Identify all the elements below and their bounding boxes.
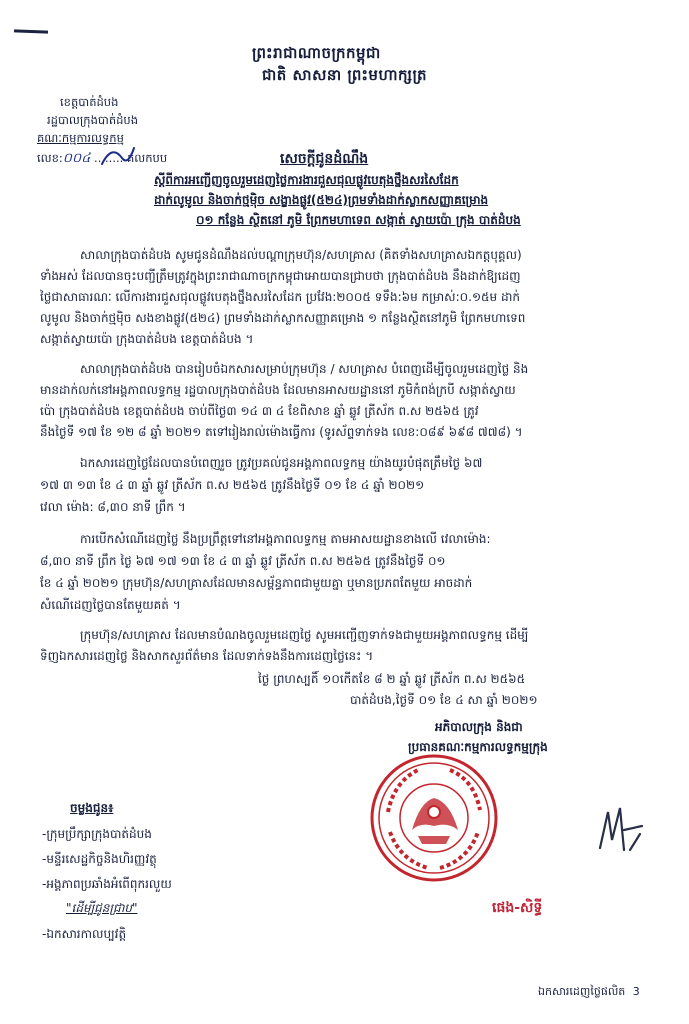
recipient-archive: -ឯកសារកាលប្បវត្តិ: [42, 927, 127, 941]
para5-line-1: ក្រុមហ៊ុន/សហគ្រាស ដែលមានបំណងចូលរួមដេញថ្លៃ សូមអញ្ជើញទាក់ទងជាមួយអង្គភាពលទ្ធកម្ម ដើម្បី: [80, 628, 529, 642]
recipient-item-2: -មន្ទីរសេដ្ឋកិច្ចនិងហិរញ្ញវត្ថុ: [42, 852, 157, 866]
recipients-info-label: "ដើម្បីជូនជ្រាប": [66, 901, 138, 915]
para2-line-1: សាលាក្រុងបាត់ដំបង បានរៀបចំឯកសារសម្រាប់ក្រុមហ៊ុន / សហគ្រាស បំពេញដើម្បីចូលរួមដេញថ្លៃ និង: [80, 362, 529, 376]
issuer-administration: រដ្ឋបាលក្រុងបាត់ដំបង: [47, 113, 139, 127]
official-seal-stamp: [368, 752, 500, 884]
para1-line-5: សង្កាត់ស្វាយប៉ោ ក្រុងបាត់ដំបង ខេត្តបាត់ដំបង ។: [40, 332, 254, 346]
para2-line-2: មានដាក់លក់នៅអង្គភាពលទ្ធកម្ម រដ្ឋបាលក្រុងបាត់ដំបង ដែលមានអាសយដ្ឋាននៅ ភូមិកំពង់ក្របី សង្កាត់ស្វាយ: [40, 383, 516, 397]
para3-line-1: ឯកសារដេញថ្លៃដែលបានបំពេញរួច ត្រូវប្រគល់ជូនអង្គភាពលទ្ធកម្ម យ៉ាងយូរបំផុតត្រឹមថ្ងៃ ៦៧: [80, 456, 483, 470]
para5-line-2: ទិញឯកសារដេញថ្លៃ និងសាកសួរព័ត៌មាន ដែលទាក់ទងនឹងការដេញថ្លៃនេះ ។: [40, 649, 374, 663]
motto-heading: ជាតិ សាសនា ព្រះមហាក្សត្រ: [262, 66, 427, 84]
handwritten-initial: [98, 140, 138, 170]
para1-line-3: ថ្លៃជាសាធារណៈ លើការងារជួសជុលផ្លូវបេតុងថ្នឹងសរសៃដែក ប្រវែង:២០០៥ ទទឹង:៦ម កម្រាស់:០.១៥ម ដាក់: [40, 290, 521, 304]
issuer-committee: គណៈកម្មការលទ្ធកម្ម: [37, 131, 124, 145]
signer-role-2: ប្រធានគណៈកម្មការលទ្ធកម្មក្រុង: [408, 740, 548, 754]
page-footer: [538, 985, 640, 1001]
subject-line-1: ស្តីពីការអញ្ជើញចូលរួមដេញថ្លៃការងារជួសជុលផ្លូវបេតុងថ្នឹងសរសៃដែក: [154, 173, 459, 187]
subject-line-2: ដាក់លូមូល និងចាក់ថ្មម៉ិច សង្ខាងផ្លូវ(៥២៤)ព្រមទាំងដាក់ស្លាកសញ្ញាគម្រោង: [154, 193, 489, 207]
para1-line-2: ទាំងអស់ ដែលបានចុះបញ្ជីត្រឹមត្រូវក្នុងព្រះរាជាណាចក្រកម្ពុជាអោយបានជ្រាបថា ក្រុងបាត់ដំបង នឹងដាក់ឱ្យដេញ: [40, 269, 521, 283]
kingdom-heading: ព្រះរាជាណាចក្រកម្ពុជា: [252, 44, 381, 62]
page-number: 3: [632, 985, 640, 998]
para4-line-4: សំណើដេញថ្លៃបានតែមួយគត់ ។: [40, 598, 181, 612]
reference-dots: ........: [90, 151, 127, 165]
issuer-province: ខេត្តបាត់ដំបង: [60, 95, 119, 109]
para4-line-3: ខែ ៤ ឆ្នាំ ២០២១ ក្រុមហ៊ុន/សហគ្រាសដែលមានសម្ព័ន្ធភាពជាមួយគ្នា ឬមានប្រភពតែមួយ អាចដាក់: [40, 576, 473, 590]
para2-line-4: នឹងថ្ងៃទី ១៧ ខែ ១២ ៨ ឆ្នាំ ២០២១ តទៅរៀងរាល់ម៉ោងធ្វើការ (ទូរស័ព្ទទាក់ទង លេខ:០៨៩ ៦៩៨ ៧៧៨) ។: [40, 425, 523, 439]
para1-line-4: លូមូល និងចាក់ថ្មម៉ិច សងខាងផ្លូវ(៥២៤) ព្រមទាំងដាក់ស្លាកសញ្ញាគម្រោង ១ កន្លែងស្ថិតនៅភូមិ ព្រែកមហាទេព: [40, 311, 526, 325]
document-title: សេចក្តីជូនដំណឹង: [280, 151, 369, 167]
para4-line-2: ៨,៣០ នាទី ព្រឹក ថ្ងៃ ៦៧ ១៧ ១៣ ខែ ៤ ៣ ឆ្នាំ ឆ្លូវ ត្រីស័ក ព.ស ២៥៦៥ ត្រូវនឹងថ្ងៃទី ០១: [40, 554, 446, 568]
reference-value: ០០៤: [62, 151, 91, 166]
corner-mark: [14, 29, 48, 33]
reference-label: លេខ:: [37, 151, 63, 165]
date-lunar: ថ្ងៃ ព្រហស្បតិ៍ ១០កើតខែ ៨ ២ ឆ្នាំ ឆ្លូវ ត្រីស័ក ព.ស ២៥៦៥: [258, 672, 526, 686]
para3-line-3: វេលា ម៉ោង: ៨,៣០ នាទី ព្រឹក ។: [40, 500, 186, 514]
recipients-heading: ចម្លងជូន៖: [70, 801, 114, 815]
subject-line-3: ០១ កន្លែង ស្ថិតនៅ ភូមិ ព្រែកមហាទេព សង្កាត់ ស្វាយប៉ោ ក្រុង បាត់ដំបង: [196, 213, 521, 227]
signature: [590, 800, 650, 860]
signer-role-1: អភិបាលក្រុង និងជា: [435, 720, 523, 734]
para4-line-1: ការបើកសំណើដេញថ្លៃ នឹងប្រព្រឹត្តទៅនៅអង្គភាពលទ្ធកម្ម តាមអាសយដ្ឋានខាងលើ វេលាម៉ោង:: [80, 532, 491, 546]
para2-line-3: ប៉ោ ក្រុងបាត់ដំបង ខេត្តបាត់ដំបង ចាប់ពីថ្ងៃ៣ ១៤ ៣ ៤ ខែពិសាខ ឆ្នាំ ឆ្លូវ ត្រីស័ក ព.ស ២៥៦៥ ត្រូវ: [40, 404, 479, 418]
reference-suffix: គលកបប: [126, 151, 168, 165]
recipient-item-3: -អង្គភាពប្រឆាំងអំពើពុករលួយ: [42, 877, 172, 891]
para3-line-2: ១៧ ៣ ១៣ ខែ ៤ ៣ ឆ្នាំ ឆ្លូវ ត្រីស័ក ព.ស ២៥៦៥ ត្រូវនឹងថ្ងៃទី ០១ ខែ ៤ ឆ្នាំ ២០២១: [40, 478, 425, 492]
recipient-item-1: -ក្រុមប្រឹក្សាក្រុងបាត់ដំបង: [42, 827, 152, 841]
signer-name: ផេង-សិទ្ធី: [492, 900, 543, 916]
date-solar: បាត់ដំបង,ថ្ងៃទី ០១ ខែ ៤ សា ឆ្នាំ ២០២១: [350, 693, 538, 707]
footer-label: ឯកសារដេញថ្លៃផលិត: [538, 985, 626, 998]
para1-line-1: សាលាក្រុងបាត់ដំបង សូមជូនដំណឹងដល់បណ្តាក្រុមហ៊ុន/សហគ្រាស (គិតទាំងសហគ្រាសឯកត្តបុគ្គល): [80, 248, 522, 262]
